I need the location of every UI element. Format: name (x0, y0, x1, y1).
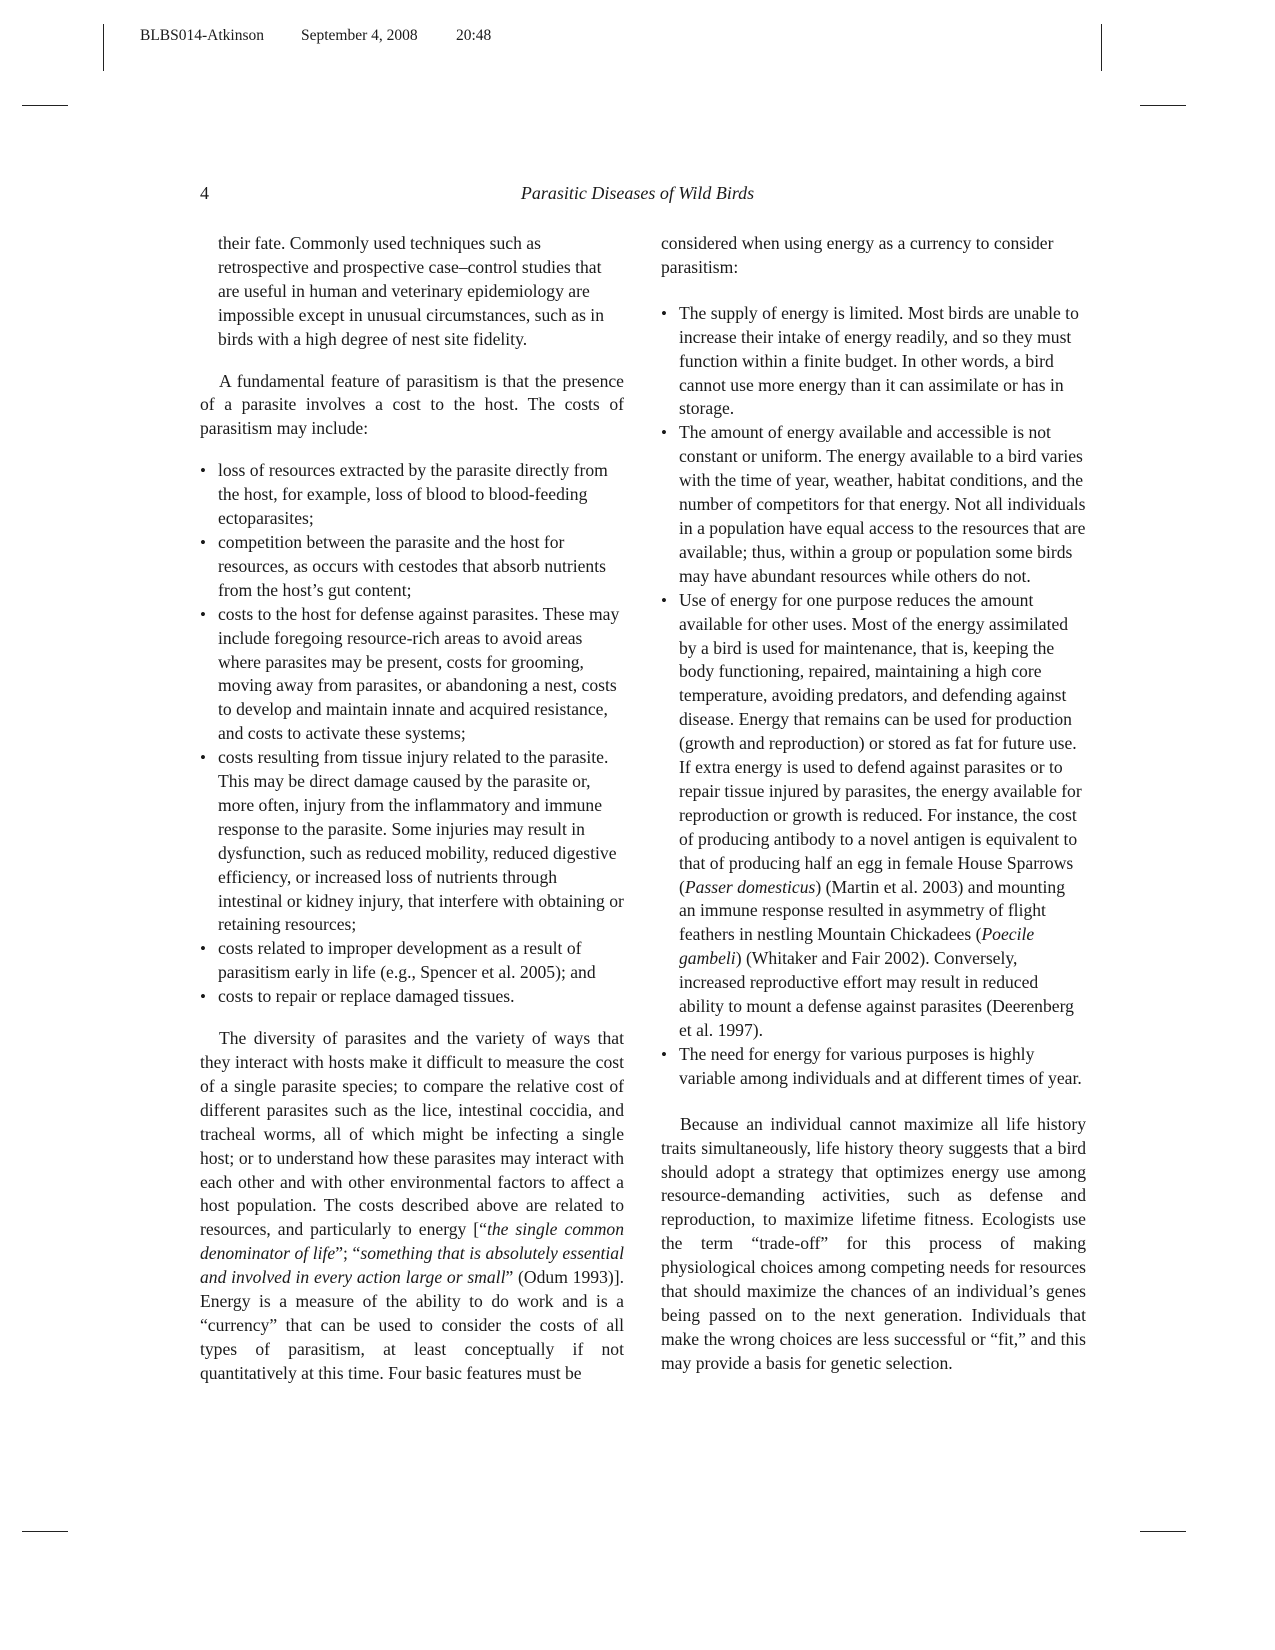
crop-mark-top-right (1101, 24, 1102, 71)
list-item: • The supply of energy is limited. Most birds are unable to increase their intake of energy readily, and so they must function within a finite budget. In other words, a bird cannot use more energy than it can assimilate or has in storage. (661, 302, 1086, 422)
slug-book-code: BLBS014-Atkinson (140, 27, 265, 44)
crop-mark-left-lower (22, 1531, 68, 1532)
slug-date: September 4, 2008 (301, 27, 418, 44)
quote-italic: something that is absolutely essential and involved in every action large or small (200, 1243, 624, 1288)
list-item: • costs to repair or replace damaged tissues. (200, 985, 624, 1009)
list-item: • costs resulting from tissue injury related to the parasite. This may be direct damage caused by the parasite or, more often, injury from the inflammatory and immune response to the parasite. Some injuries may result in dysfunction, such as reduced mobility, reduced digestive efficiency, or increased loss of nutrients through intestinal or kidney injury, that interfere with obtaining or retaining resources; (200, 746, 624, 937)
paragraph-life-history: Because an individual cannot maximize all life history traits simultaneously, life history theory suggests that a bird should adopt a strategy that optimizes energy use among resource-demanding activities, such as defense and reproduction, to maximize lifetime fitness. Ecologists use the term “trade-off” for this process of making physiological choices among competing needs for resources that should maximize the chances of an individual’s genes being passed on to the next generation. Individuals that make the wrong choices are less successful or “fit,” and this may provide a basis for genetic selection. (661, 1113, 1086, 1373)
energy-features-list (661, 302, 1086, 1091)
list-item: • costs related to improper development as a result of parasitism early in life (e.g., Spencer et al. 2005); and (200, 937, 624, 985)
list-item: • competition between the parasite and the host for resources, as occurs with cestodes that absorb nutrients from the host’s gut content; (200, 531, 624, 603)
costs-list (200, 459, 624, 1009)
right-column (661, 232, 1086, 1376)
quote-italic: the single common denominator of life (200, 1219, 624, 1264)
continued-paragraph: their fate. Commonly used techniques such as retrospective and prospective case–control studies that are useful in human and veterinary epidemiology are impossible except in unusual circumstances, such as in birds with a high degree of nest site fidelity. (218, 233, 604, 349)
crop-mark-right-lower (1140, 1531, 1186, 1532)
list-item: • The amount of energy available and accessible is not constant or uniform. The energy available to a bird varies with the time of year, weather, habitat conditions, and the number of competitors for that energy. Not all individuals in a population have equal access to the resources that are available; thus, within a group or population some birds may have abundant resources while others do not. (661, 421, 1086, 588)
list-item: • Use of energy for one purpose reduces the amount available for other uses. Most of the energy assimilated by a bird is used for maintenance, that is, keeping the body functioning, repaired, maintaining a high core temperature, avoiding predators, and defending against disease. Energy that remains can be used for production (growth and reproduction) or stored as fat for future use. If extra energy is used to defend against parasites or to repair tissue injured by parasites, the energy available for reproduction or growth is reduced. For instance, the cost of producing antibody to a novel antigen is equivalent to that of producing half an egg in female House Sparrows (Passer domesticus) (Martin et al. 2003) and mounting an immune response resulted in asymmetry of flight feathers in nestling Mountain Chickadees (Poecile gambeli) (Whitaker and Fair 2002). Conversely, increased reproductive effort may result in reduced ability to mount a defense against parasites (Deerenberg et al. 1997). (661, 589, 1086, 1043)
list-item: • loss of resources extracted by the parasite directly from the host, for example, loss of blood to blood-feeding ectoparasites; (200, 459, 624, 531)
crop-mark-top-left (103, 24, 104, 71)
paragraph-costs-intro: A fundamental feature of parasitism is that the presence of a parasite involves a cost to the host. The costs of parasitism may include: (200, 370, 624, 439)
slug-time: 20:48 (456, 27, 492, 44)
left-column (200, 232, 624, 1386)
species-name: Passer domesticus (684, 876, 816, 897)
crop-mark-right-upper (1140, 105, 1186, 106)
paragraph-diversity: The diversity of parasites and the variety of ways that they interact with hosts make it difficult to measure the cost of a single parasite species; to compare the relative cost of different parasites such as the lice, intestinal coccidia, and tracheal worms, all of which might be infecting a single host; or to understand how these parasites may interact with each other and with other environmental factors to affect a host population. The costs described above are related to resources, and particularly to energy [“the single common denominator of life”; “something that is absolutely essential and involved in every action large or small” (Odum 1993)]. Energy is a measure of the ability to do work and is a “currency” that can be used to consider the costs of all types of parasitism, at least conceptually if not quantitatively at this time. Four basic features must be (200, 1028, 624, 1383)
running-title: Parasitic Diseases of Wild Birds (520, 183, 755, 203)
paragraph-continued: considered when using energy as a currency to consider parasitism: (661, 233, 1054, 277)
species-name: Poecile gambeli (679, 924, 1035, 969)
page-number: 4 (200, 183, 209, 203)
list-item: • The need for energy for various purposes is highly variable among individuals and at different times of year. (661, 1043, 1086, 1091)
list-item: • costs to the host for defense against parasites. These may include foregoing resource-rich areas to avoid areas where parasites may be present, costs for grooming, moving away from parasites, or abandoning a nest, costs to develop and maintain innate and acquired resistance, and costs to activate these systems; (200, 603, 624, 746)
crop-mark-left-upper (22, 105, 68, 106)
